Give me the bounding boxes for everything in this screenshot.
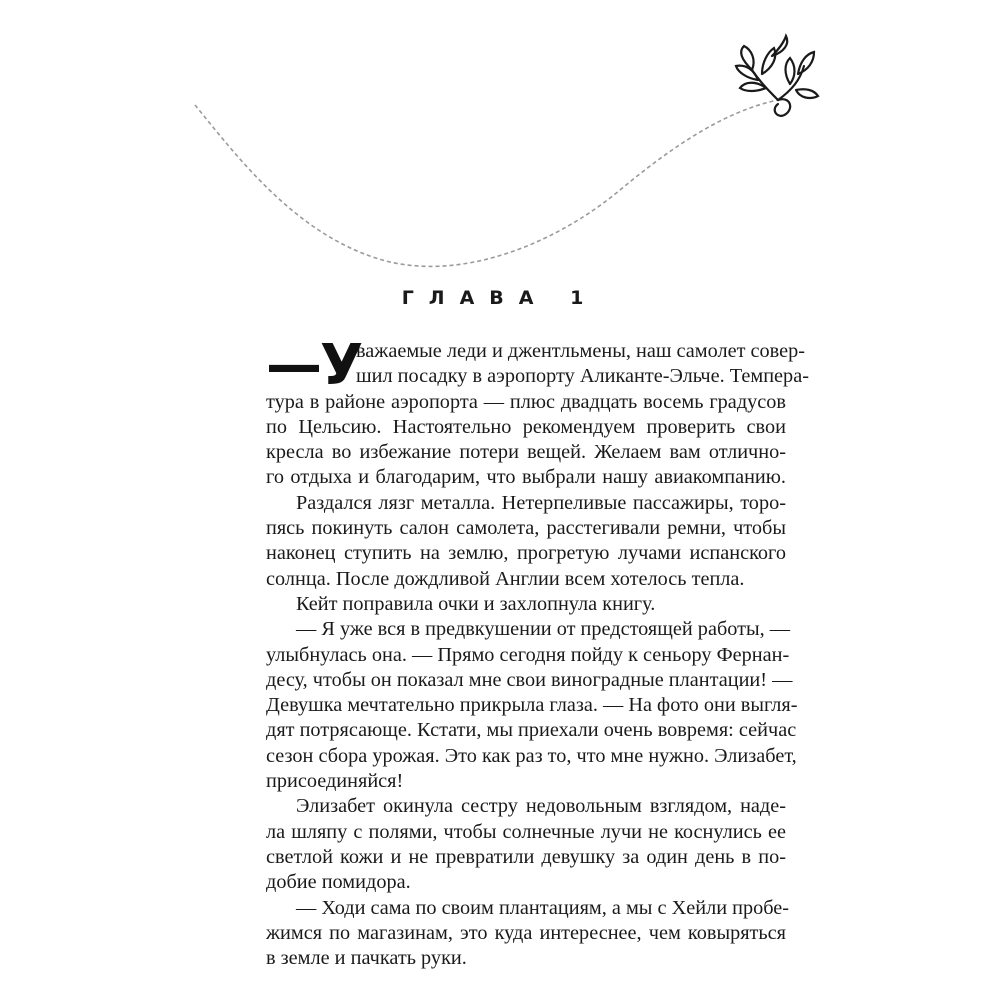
dashed-flight-path: [195, 100, 778, 266]
text-line: пясь покинуть салон самолета, расстегивали ремни, чтобы: [266, 517, 786, 540]
first-paragraph-start: [266, 333, 809, 398]
text-line: кресла во избежание потери вещей. Желаем вам отлично-: [266, 441, 786, 464]
text-line: — Я уже вся в предвкушении от предстоящей работы, —: [296, 618, 791, 641]
dashed-path-ornament: [0, 0, 1000, 300]
chapter-title: ГЛАВА 1: [401, 287, 599, 309]
text-line: жимся по магазинам, это куда интереснее, чем ковыряться: [266, 921, 786, 944]
text-line: светлой кожи и не превратили девушку за один день в по-: [266, 845, 786, 868]
text-line: наконец ступить на землю, прогретую лучами испанского: [266, 542, 786, 565]
text-line: в земле и пачкать руки.: [266, 947, 467, 970]
text-line: сезон сбора урожая. Это как раз то, что мне нужно. Элизабет,: [266, 744, 797, 767]
text-line: десу, чтобы он показал мне свои виноградные плантации! —: [266, 668, 793, 691]
paragraph: [266, 592, 786, 617]
text-line: Раздался лязг металла. Нетерпеливые пассажиры, торо-: [296, 491, 786, 514]
paragraph: [266, 491, 786, 592]
text-line: тура в районе аэропорта — плюс двадцать восемь градусов: [266, 390, 786, 413]
paragraph: [266, 896, 790, 972]
text-line: по Цельсию. Настоятельно рекомендуем проверить свои: [266, 415, 786, 438]
text-line: присоединяйся!: [266, 770, 404, 793]
paragraph: [266, 617, 798, 794]
text-line: Девушка мечтательно прикрыла глаза. — На фото они выгля-: [266, 694, 798, 717]
paragraph: [266, 794, 786, 895]
text-line: го отдыха и благодарим, что выбрали нашу авиакомпанию.: [266, 466, 786, 489]
text-line: важаемые леди и джентльмены, наш самолет совер-: [356, 340, 806, 362]
text-line: солнца. После дождливой Англии всем хотелось тепла.: [266, 567, 745, 590]
text-line: Элизабет окинула сестру недовольным взглядом, наде-: [296, 795, 786, 818]
text-line: — Ходи сама по своим плантациям, а мы с Хейли пробе-: [296, 896, 790, 919]
body-text: [266, 333, 809, 971]
text-line: улыбнулась она. — Прямо сегодня пойду к сеньору Фернан-: [266, 643, 790, 666]
drop-cap: —У: [266, 333, 362, 398]
text-line: Кейт поправила очки и захлопнула книгу.: [296, 592, 656, 615]
paragraph: [266, 333, 809, 491]
text-line: дят потрясающе. Кстати, мы приехали очень вовремя: сейчас: [266, 719, 797, 742]
text-line: добие помидора.: [266, 871, 411, 894]
text-line: шил посадку в аэропорту Аликанте-Эльче. Темпера-: [356, 365, 809, 388]
leaf-sprig-icon: [736, 36, 818, 116]
text-line: ла шляпу с полями, чтобы солнечные лучи не коснулись ее: [266, 820, 786, 843]
